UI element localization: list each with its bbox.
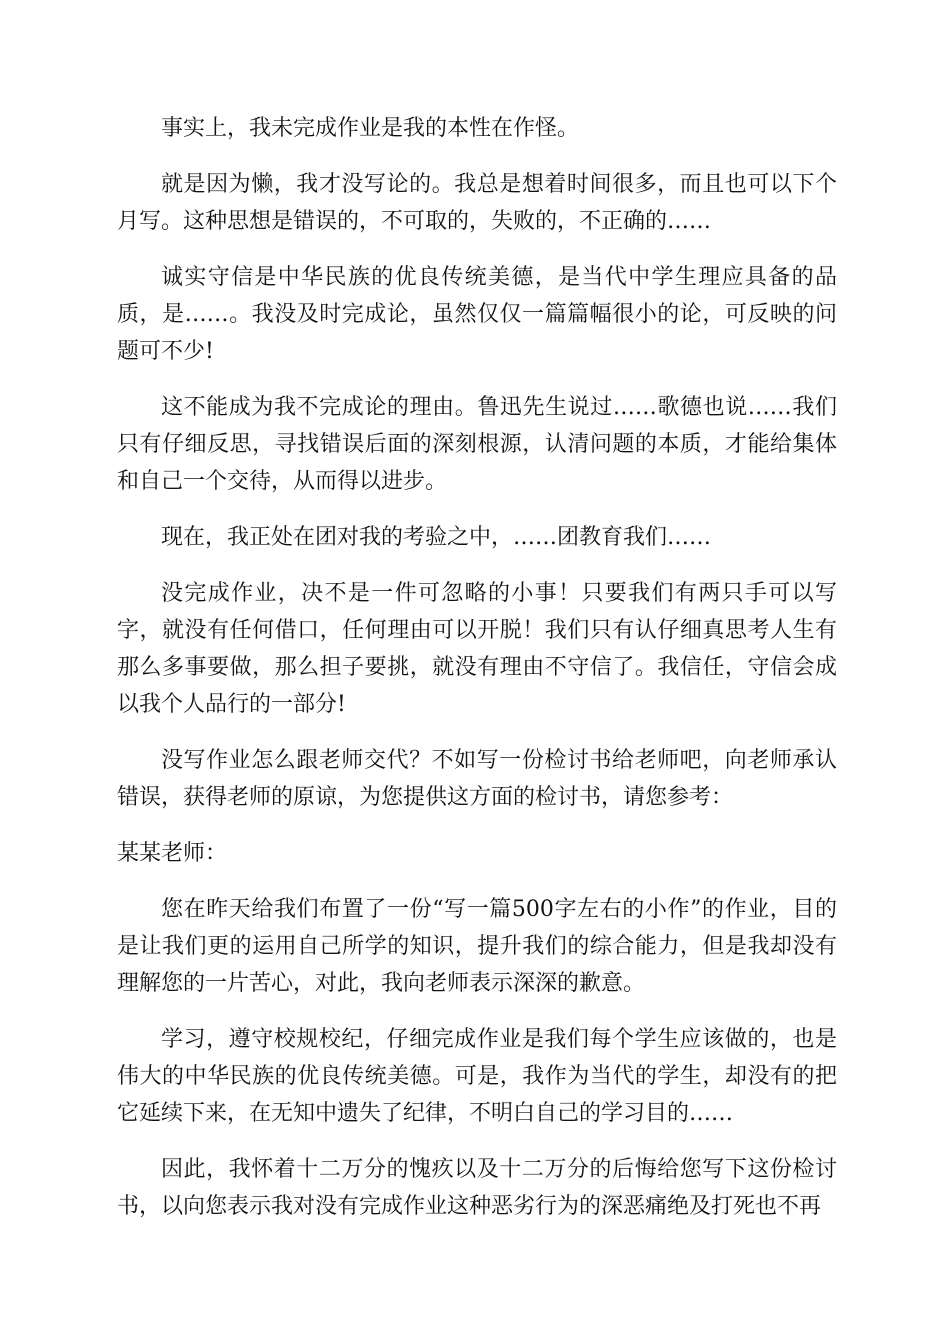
paragraph-3: 诚实守信是中华民族的优良传统美德，是当代中学生理应具备的品质，是……。我没及时完成论，虽然仅仅一篇篇幅很小的论，可反映的问题可不少!: [117, 265, 837, 364]
paragraph-7: 没写作业怎么跟老师交代？不如写一份检讨书给老师吧，向老师承认错误，获得老师的原谅，为您提供这方面的检讨书，请您参考：: [117, 748, 837, 810]
paragraph-1: 事实上，我未完成作业是我的本性在作怪。: [161, 116, 580, 141]
paragraph-8: 您在昨天给我们布置了一份“写一篇500字左右的小作”的作业，目的是让我们更的运用自己所学的知识，提升我们的综合能力，但是我却没有理解您的一片苦心，对此，我向老师表示深深的歉意。: [117, 897, 837, 996]
paragraph-6: 没完成作业，决不是一件可忽略的小事！只要我们有两只手可以写字，就没有任何借口，任何理由可以开脱！我们只有认仔细真思考人生有那么多事要做，那么担子要挑，就没有理由不守信了。我信任，守信会成以我个人品行的一部分!: [117, 581, 837, 717]
paragraph-5: 现在，我正处在团对我的考验之中，……团教育我们……: [161, 525, 712, 550]
letter-salutation: 某某老师：: [117, 841, 228, 866]
document-page: [117, 110, 837, 1244]
paragraph-10: 因此，我怀着十二万分的愧疚以及十二万分的后悔给您写下这份检讨书，以向您表示我对没有完成作业这种恶劣行为的深恶痛绝及打死也不再: [117, 1157, 837, 1219]
paragraph-2: 就是因为懒，我才没写论的。我总是想着时间很多，而且也可以下个月写。这种思想是错误的，不可取的，失败的，不正确的……: [117, 172, 837, 234]
paragraph-4: 这不能成为我不完成论的理由。鲁迅先生说过……歌德也说……我们只有仔细反思，寻找错误后面的深刻根源，认清问题的本质，才能给集体和自己一个交待，从而得以进步。: [117, 395, 837, 494]
paragraph-9: 学习，遵守校规校纪，仔细完成作业是我们每个学生应该做的，也是伟大的中华民族的优良传统美德。可是，我作为当代的学生，却没有的把它延续下来，在无知中遗失了纪律，不明白自己的学习目的……: [117, 1027, 837, 1126]
